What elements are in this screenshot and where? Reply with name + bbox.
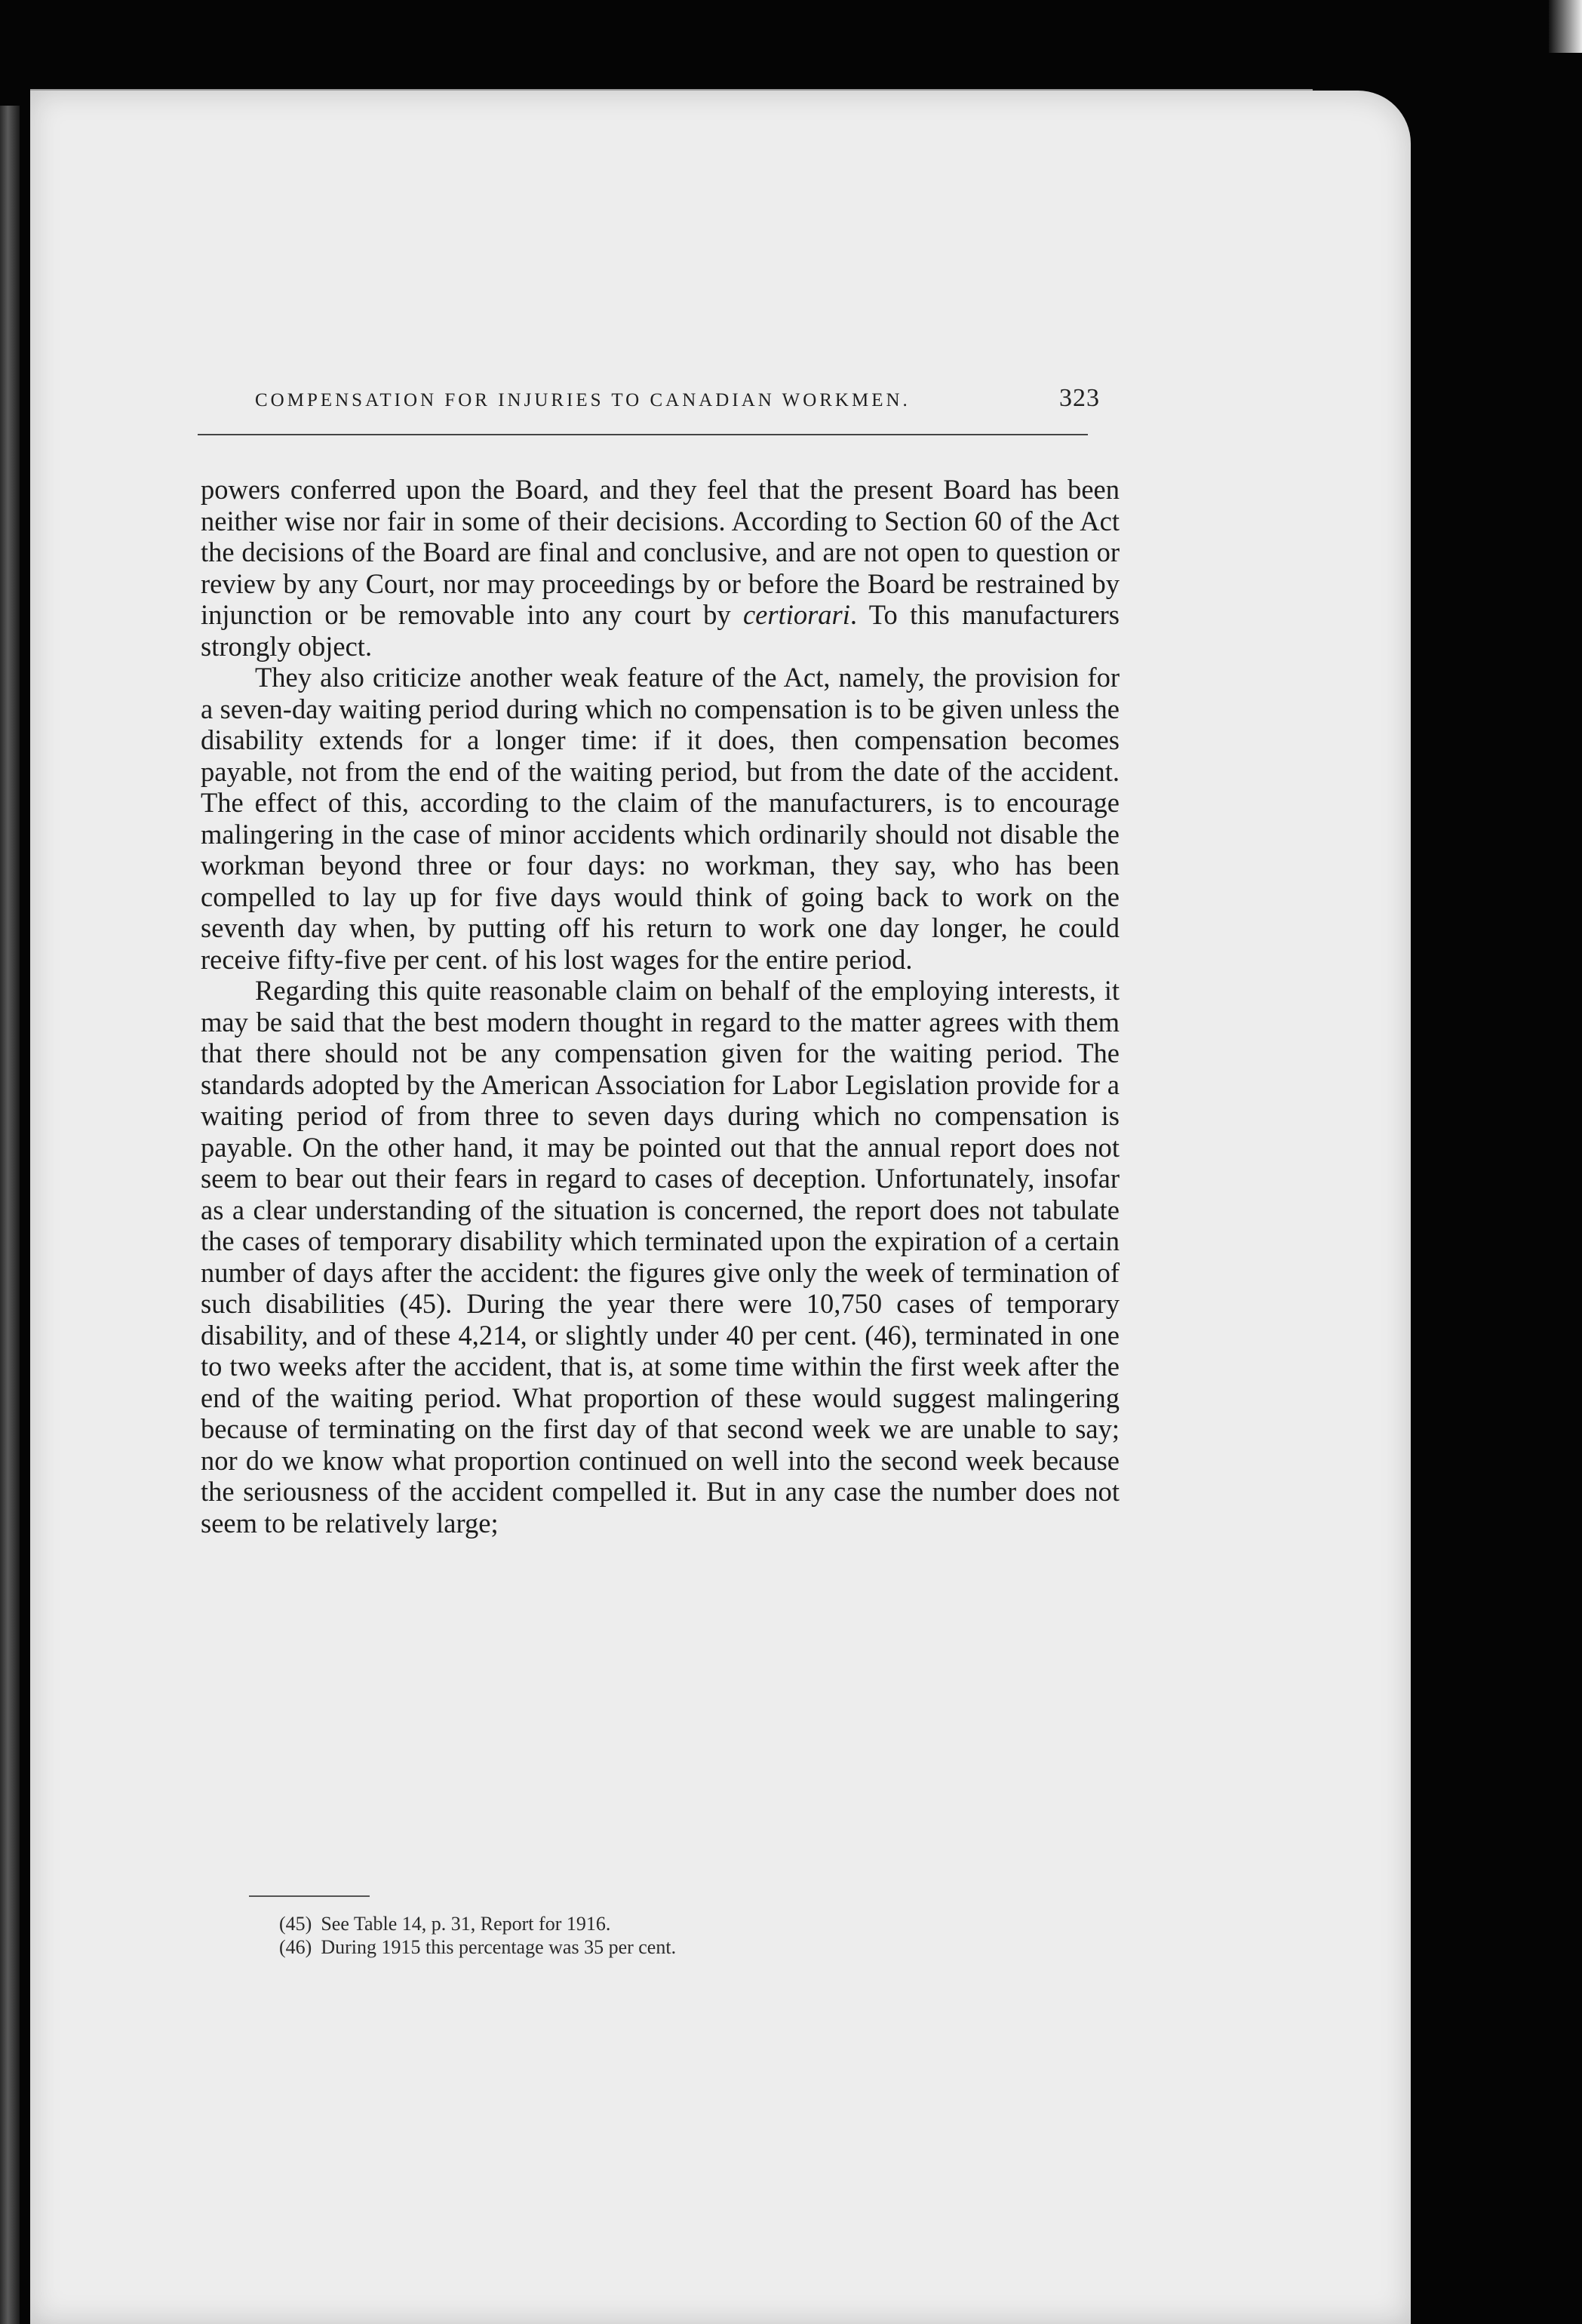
- paragraph-1-italic-term: certiorari: [742, 599, 850, 630]
- footnote-45-mark: (45): [279, 1913, 312, 1935]
- footnote-46: [279, 1935, 958, 1959]
- paragraph-1-text: powers conferred upon the Board, and they feel that the present Board has been neither wise nor fair in some of their decisions. According to Section 60 of the Act the decisions of the Board are final and conclusive, and are not open to question or review by any Court, nor may proceedings by or before the Board be restrained by injunction or be removable into any court by: [201, 474, 1120, 630]
- body-text: [201, 474, 1120, 1539]
- footnotes: [279, 1912, 958, 1959]
- footnote-45-text: See Table 14, p. 31, Report for 1916.: [321, 1913, 611, 1935]
- paragraph-1: [201, 474, 1120, 662]
- paragraph-3: Regarding this quite reasonable claim on behalf of the employing interests, it may be said that the best modern thought in regard to the matter agrees with them that there should not be any compensation given for the waiting period. The standards adopted by the American Association for Labor Legislation provide for a waiting period of from three to seven days during which no compensation is payable. On the other hand, it may be pointed out that the annual report does not seem to bear out their fears in regard to cases of deception. Unfortunately, insofar as a clear understanding of the situation is concerned, the report does not tabulate the cases of temporary disability which terminated upon the expiration of a certain number of days after the accident: the figures give only the week of termination of such disabilities (45). During the year there were 10,750 cases of temporary disability, and of these 4,214, or slightly under 40 per cent. (46), terminated in one to two weeks after the accident, that is, at some time within the first week after the end of the waiting period. What proportion of these would suggest malingering because of terminating on the first day of that second week we are unable to say; nor do we know what proportion continued on well into the second week because the seriousness of the accident compelled it. But in any case the number does not seem to be relatively large;: [201, 975, 1120, 1539]
- header-rule: [198, 434, 1088, 435]
- paragraph-1-tail: . To this manufacturers strongly object.: [201, 599, 1120, 662]
- footnote-rule: [249, 1895, 370, 1897]
- book-binding-edge: [0, 106, 20, 2324]
- page-number: 323: [1059, 384, 1100, 412]
- running-title: COMPENSATION FOR INJURIES TO CANADIAN WORKMEN.: [255, 390, 911, 410]
- scan-corner-mark: [1549, 0, 1582, 53]
- footnote-46-text: During 1915 this percentage was 35 per cent.: [321, 1936, 677, 1958]
- footnote-45: [279, 1912, 958, 1935]
- footnote-46-mark: (46): [279, 1936, 312, 1958]
- paragraph-2: They also criticize another weak feature of the Act, namely, the provision for a seven-day waiting period during which no compensation is to be given unless the disability extends for a longer time: if it does, then compensation becomes payable, not from the end of the waiting period, but from the date of the accident. The effect of this, according to the claim of the manufacturers, is to encourage malingering in the case of minor accidents which ordinarily should not disable the workman beyond three or four days: no workman, they say, who has been compelled to lay up for five days would think of going back to work on the seventh day when, by putting off his return to work one day longer, he could receive fifty-five per cent. of his lost wages for the entire period.: [201, 662, 1120, 975]
- running-header: [255, 384, 1100, 413]
